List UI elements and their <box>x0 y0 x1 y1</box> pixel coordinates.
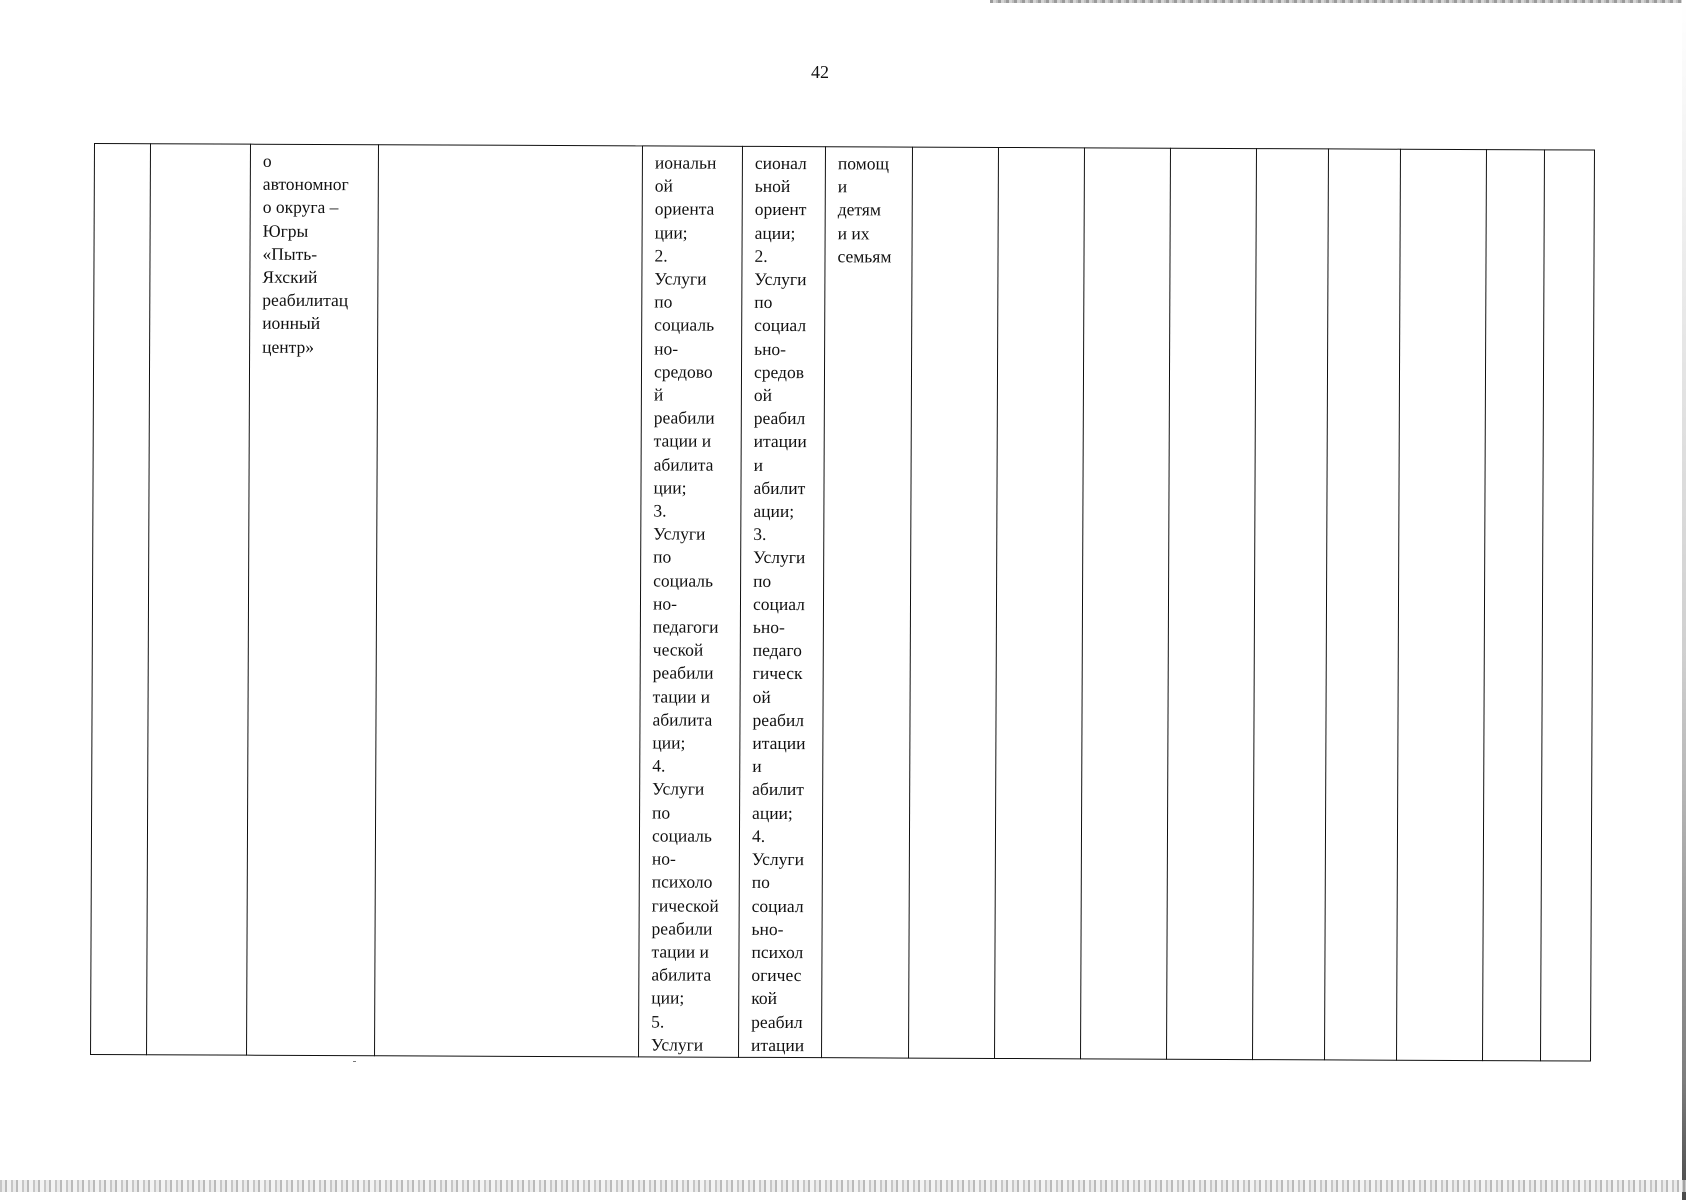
scan-speck <box>353 1061 356 1062</box>
scan-edge-top <box>990 0 1686 3</box>
table-cell-1 <box>91 144 151 1055</box>
table-cell-organization-name: о автономног о округа – Югры «Пыть- Яхский реабилитац ионный центр» <box>247 144 379 1055</box>
table-cell-assistance: помощ и детям и их семьям <box>822 147 913 1058</box>
scan-edge-bottom <box>0 1180 1686 1192</box>
table-cell-2 <box>147 144 251 1055</box>
page-number: 42 <box>811 62 829 82</box>
table-cell-13 <box>1325 149 1401 1060</box>
table-cell-14 <box>1397 149 1487 1060</box>
table-cell-services-list-a: иональн ой ориента ции; 2. Услуги по социаль но- средово й реабили тации и абилита ции; 3. Услуги по социаль но- педагоги ческой реабили тации и абилита ции; 4. Услуги по социаль но- психоло гической реабили тации и абилита ции; 5. Услуги <box>639 146 743 1057</box>
table-container <box>90 143 1594 1053</box>
table-cell-12 <box>1253 149 1329 1060</box>
data-table <box>90 143 1595 1061</box>
table-cell-15 <box>1483 150 1545 1061</box>
scan-edge-right <box>1682 0 1686 1200</box>
table-cell-9 <box>995 147 1085 1058</box>
table-cell-10 <box>1081 148 1171 1059</box>
table-cell-8 <box>909 147 999 1058</box>
table-row <box>91 144 1595 1061</box>
table-cell-16 <box>1541 150 1595 1061</box>
table-cell-4 <box>375 145 643 1057</box>
table-cell-11 <box>1167 148 1257 1059</box>
table-cell-services-list-b: сионал ьной ориент ации; 2. Услуги по социал ьно- средов ой реабил итации и абилит ации; 3. Услуги по социал ьно- педаго гическ ой реабил итации и абилит ации; 4. Услуги по социал ьно- психол огичес кой реабил итации <box>739 146 826 1057</box>
